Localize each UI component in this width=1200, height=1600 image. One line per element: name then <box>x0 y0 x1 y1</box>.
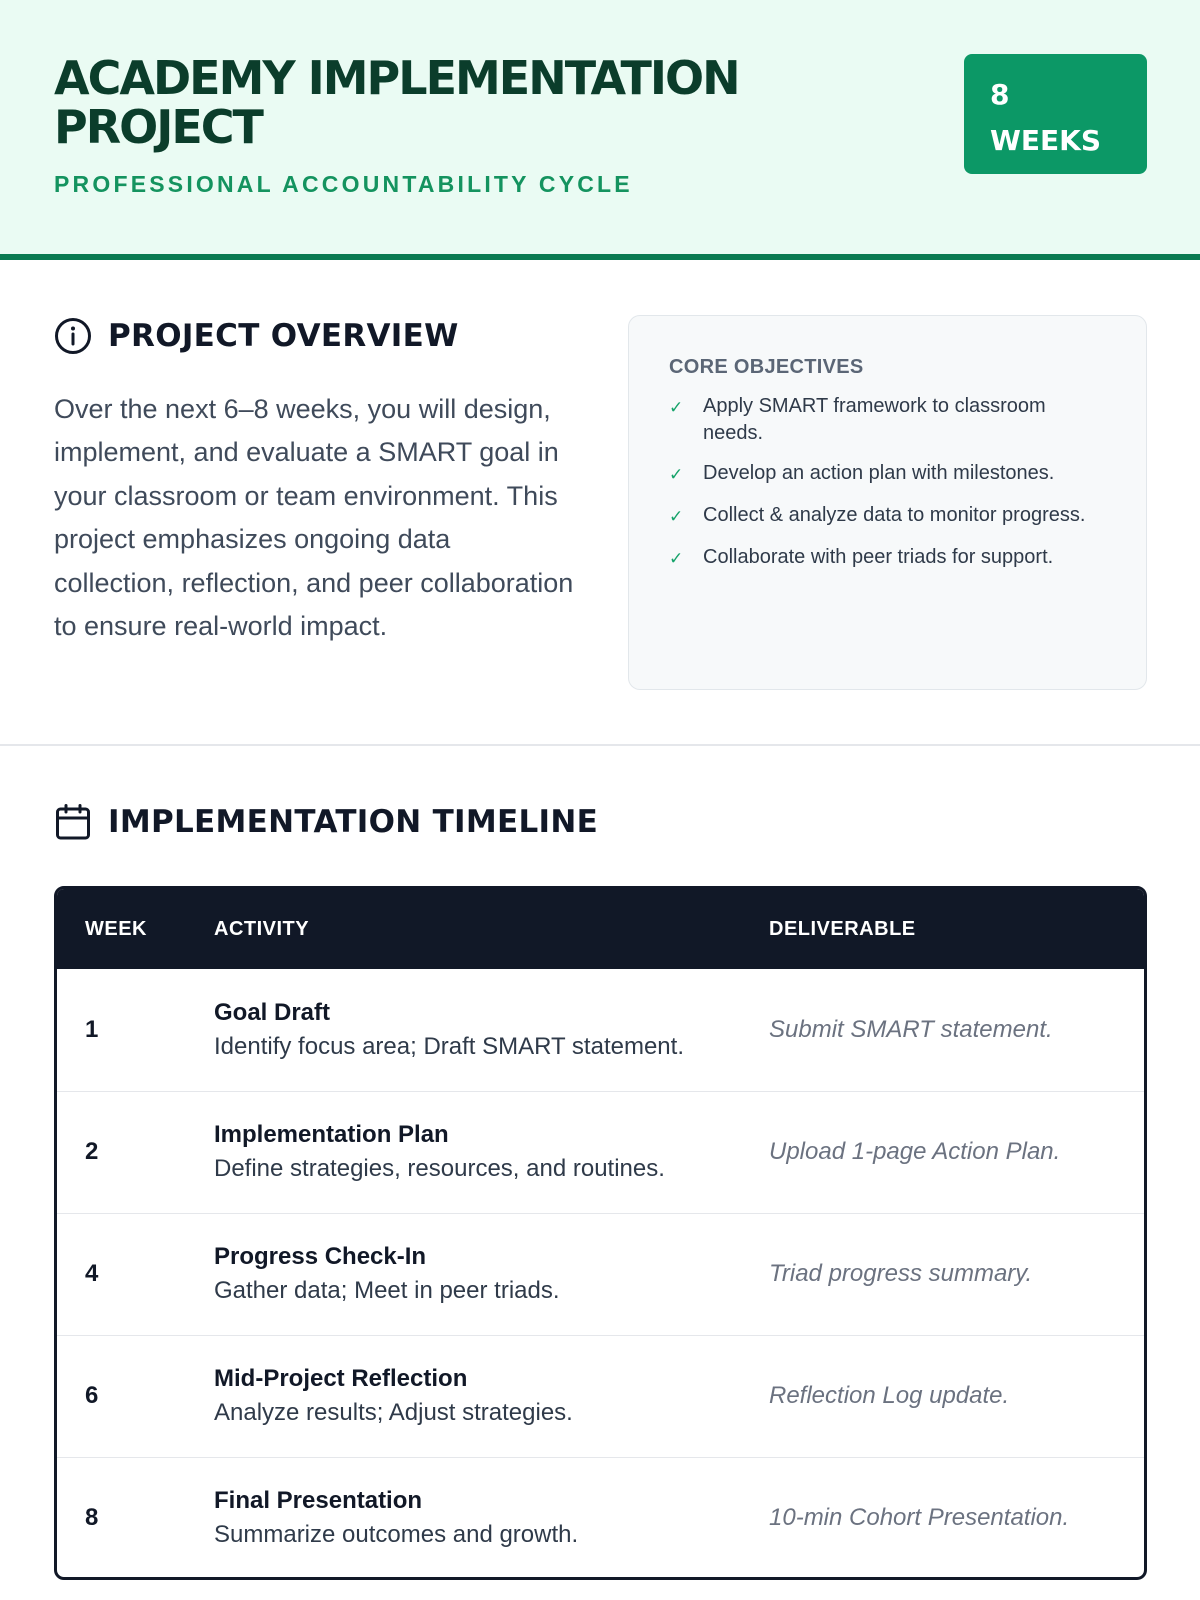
check-icon: ✓ <box>669 465 684 485</box>
core-objectives-card <box>628 315 1147 690</box>
page-subtitle: PROFESSIONAL ACCOUNTABILITY CYCLE <box>54 171 633 197</box>
table-header-row <box>57 889 1144 969</box>
week-cell: 8 <box>85 1504 99 1532</box>
activity-description: Define strategies, resources, and routines. <box>214 1155 665 1182</box>
activity-cell <box>214 1213 769 1335</box>
column-header-week: WEEK <box>85 917 147 940</box>
duration-badge <box>964 54 1147 174</box>
objective-item <box>669 460 1106 489</box>
table-row <box>57 969 1144 1091</box>
column-header-deliverable: DELIVERABLE <box>769 917 916 940</box>
activity-title: Implementation Plan <box>214 1121 449 1148</box>
check-icon: ✓ <box>669 507 684 527</box>
column-header-activity: ACTIVITY <box>214 917 310 940</box>
table-row <box>57 1335 1144 1457</box>
objective-text: Apply SMART framework to classroom needs. <box>703 395 1046 444</box>
deliverable-cell: Upload 1-page Action Plan. <box>769 1138 1061 1165</box>
check-icon: ✓ <box>669 398 684 418</box>
activity-description: Gather data; Meet in peer triads. <box>214 1277 560 1304</box>
timeline-heading: IMPLEMENTATION TIMELINE <box>108 804 599 840</box>
calendar-icon <box>54 803 92 841</box>
objective-text: Collect & analyze data to monitor progress. <box>703 504 1086 526</box>
activity-cell <box>214 1335 769 1457</box>
overview-heading: PROJECT OVERVIEW <box>108 318 459 354</box>
objective-text: Collaborate with peer triads for support. <box>703 546 1054 568</box>
week-cell: 6 <box>85 1382 99 1409</box>
week-cell: 4 <box>85 1260 99 1287</box>
table-row <box>57 1457 1144 1579</box>
activity-cell <box>214 969 769 1091</box>
week-cell: 2 <box>85 1138 99 1165</box>
deliverable-cell: Submit SMART statement. <box>769 1015 1053 1043</box>
objective-item <box>669 544 1106 573</box>
activity-title: Goal Draft <box>214 998 331 1026</box>
timeline-heading-row <box>54 803 598 841</box>
section-divider <box>0 744 1200 746</box>
objective-item <box>669 502 1106 531</box>
table-row <box>57 1213 1144 1335</box>
check-icon: ✓ <box>669 549 684 569</box>
activity-cell <box>214 1091 769 1213</box>
page-header <box>0 0 1200 260</box>
activity-title: Progress Check-In <box>214 1243 427 1270</box>
activity-cell <box>214 1457 769 1579</box>
deliverable-cell: Triad progress summary. <box>769 1260 1033 1287</box>
table-row <box>57 1091 1144 1213</box>
timeline-table <box>54 886 1147 1580</box>
objective-text: Develop an action plan with milestones. <box>703 462 1055 484</box>
duration-number: 8 <box>990 78 1010 111</box>
activity-description: Identify focus area; Draft SMART statement. <box>214 1032 684 1060</box>
week-cell: 1 <box>85 1015 99 1043</box>
duration-unit: WEEKS <box>990 124 1102 157</box>
overview-text: Over the next 6–8 weeks, you will design, implement, and evaluate a SMART goal in your classroom or team environment. This project emphasizes ongoing data collection, reflection, and peer collaboration to ensure real-world impact. <box>54 394 574 642</box>
activity-title: Mid-Project Reflection <box>214 1365 468 1392</box>
deliverable-cell: 10-min Cohort Presentation. <box>769 1504 1070 1532</box>
deliverable-cell: Reflection Log update. <box>769 1382 1010 1409</box>
activity-description: Summarize outcomes and growth. <box>214 1521 579 1549</box>
core-objectives-heading: CORE OBJECTIVES <box>669 356 864 378</box>
activity-description: Analyze results; Adjust strategies. <box>214 1399 573 1426</box>
page-title: ACADEMY IMPLEMENTATION PROJECT <box>54 51 739 154</box>
activity-title: Final Presentation <box>214 1487 423 1515</box>
overview-heading-row <box>54 317 459 355</box>
info-icon <box>54 317 92 355</box>
objective-item <box>669 393 1106 447</box>
